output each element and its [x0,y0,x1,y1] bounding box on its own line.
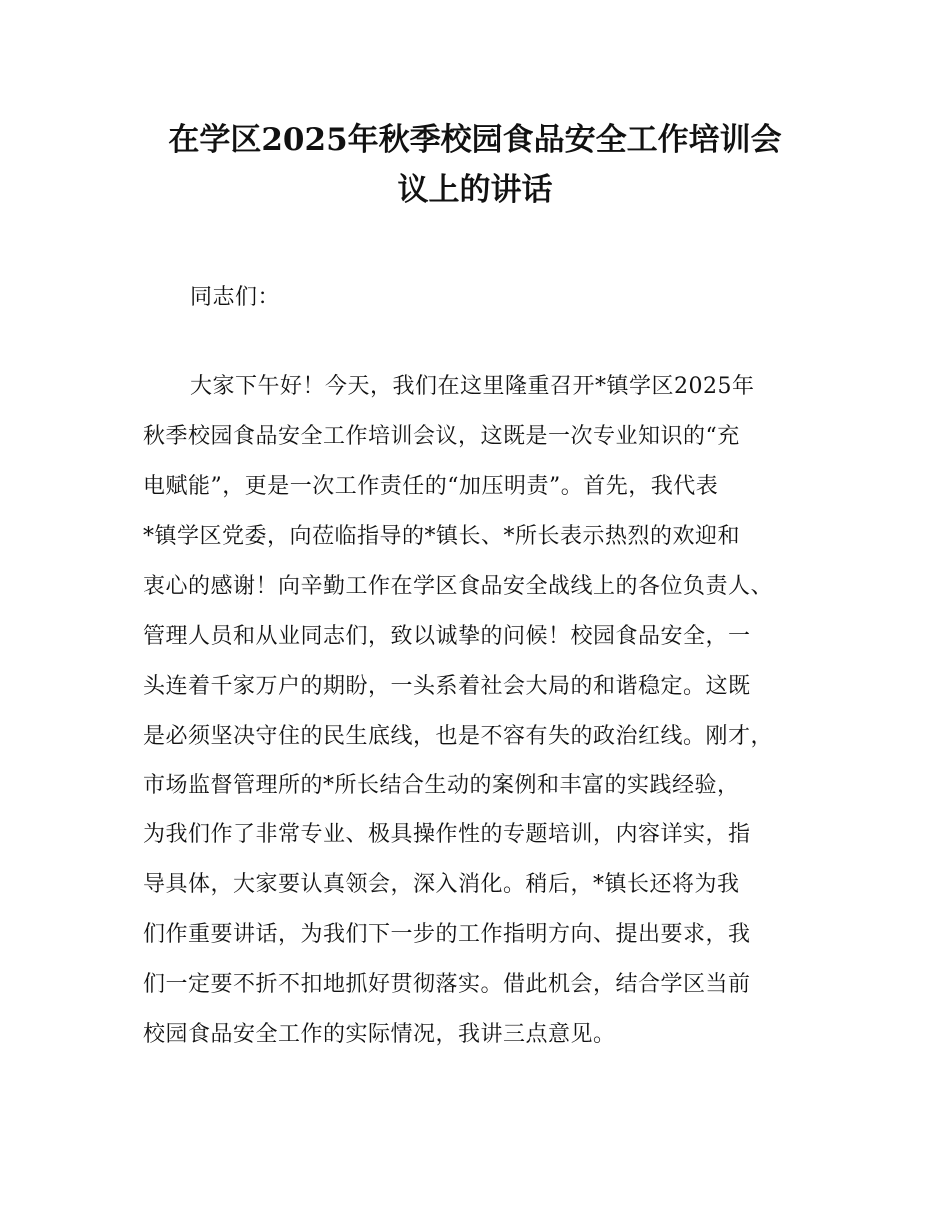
body-line: 头连着千家万户的期盼，一头系着社会大局的和谐稳定。这既 [143,674,751,699]
body-line: 秋季校园食品安全工作培训会议，这既是一次专业知识的“充 [143,424,740,449]
body-line: 市场监督管理所的*所长结合生动的案例和丰富的实践经验， [143,773,740,798]
body-line: 大家下午好！今天，我们在这里隆重召开*镇学区2025年 [190,374,755,399]
body-line: 电赋能”，更是一次工作责任的“加压明责”。首先，我代表 [143,474,719,499]
body-line: 们一定要不折不扣地抓好贯彻落实。借此机会，结合学区当前 [143,972,751,997]
body-line: 们作重要讲话，为我们下一步的工作指明方向、提出要求，我 [143,922,751,947]
body-line: 管理人员和从业同志们，致以诚挚的问候！校园食品安全，一 [143,624,751,649]
body-line: 是必须坚决守住的民生底线，也是不容有失的政治红线。刚才， [143,724,774,749]
body-line: 校园食品安全工作的实际情况，我讲三点意见。 [143,1022,616,1047]
body-line: *镇学区党委，向莅临指导的*镇长、*所长表示热烈的欢迎和 [143,524,741,549]
body-line: 为我们作了非常专业、极具操作性的专题培训，内容详实，指 [143,822,751,847]
body-line: 衷心的感谢！向辛勤工作在学区食品安全战线上的各位负责人、 [143,574,774,599]
document-title-line-2: 议上的讲话 [397,172,553,208]
body-line: 导具体，大家要认真领会，深入消化。稍后，*镇长还将为我 [143,872,740,897]
document-title-line-1: 在学区2025年秋季校园食品安全工作培训会 [168,122,782,158]
greeting: 同志们： [190,285,281,310]
